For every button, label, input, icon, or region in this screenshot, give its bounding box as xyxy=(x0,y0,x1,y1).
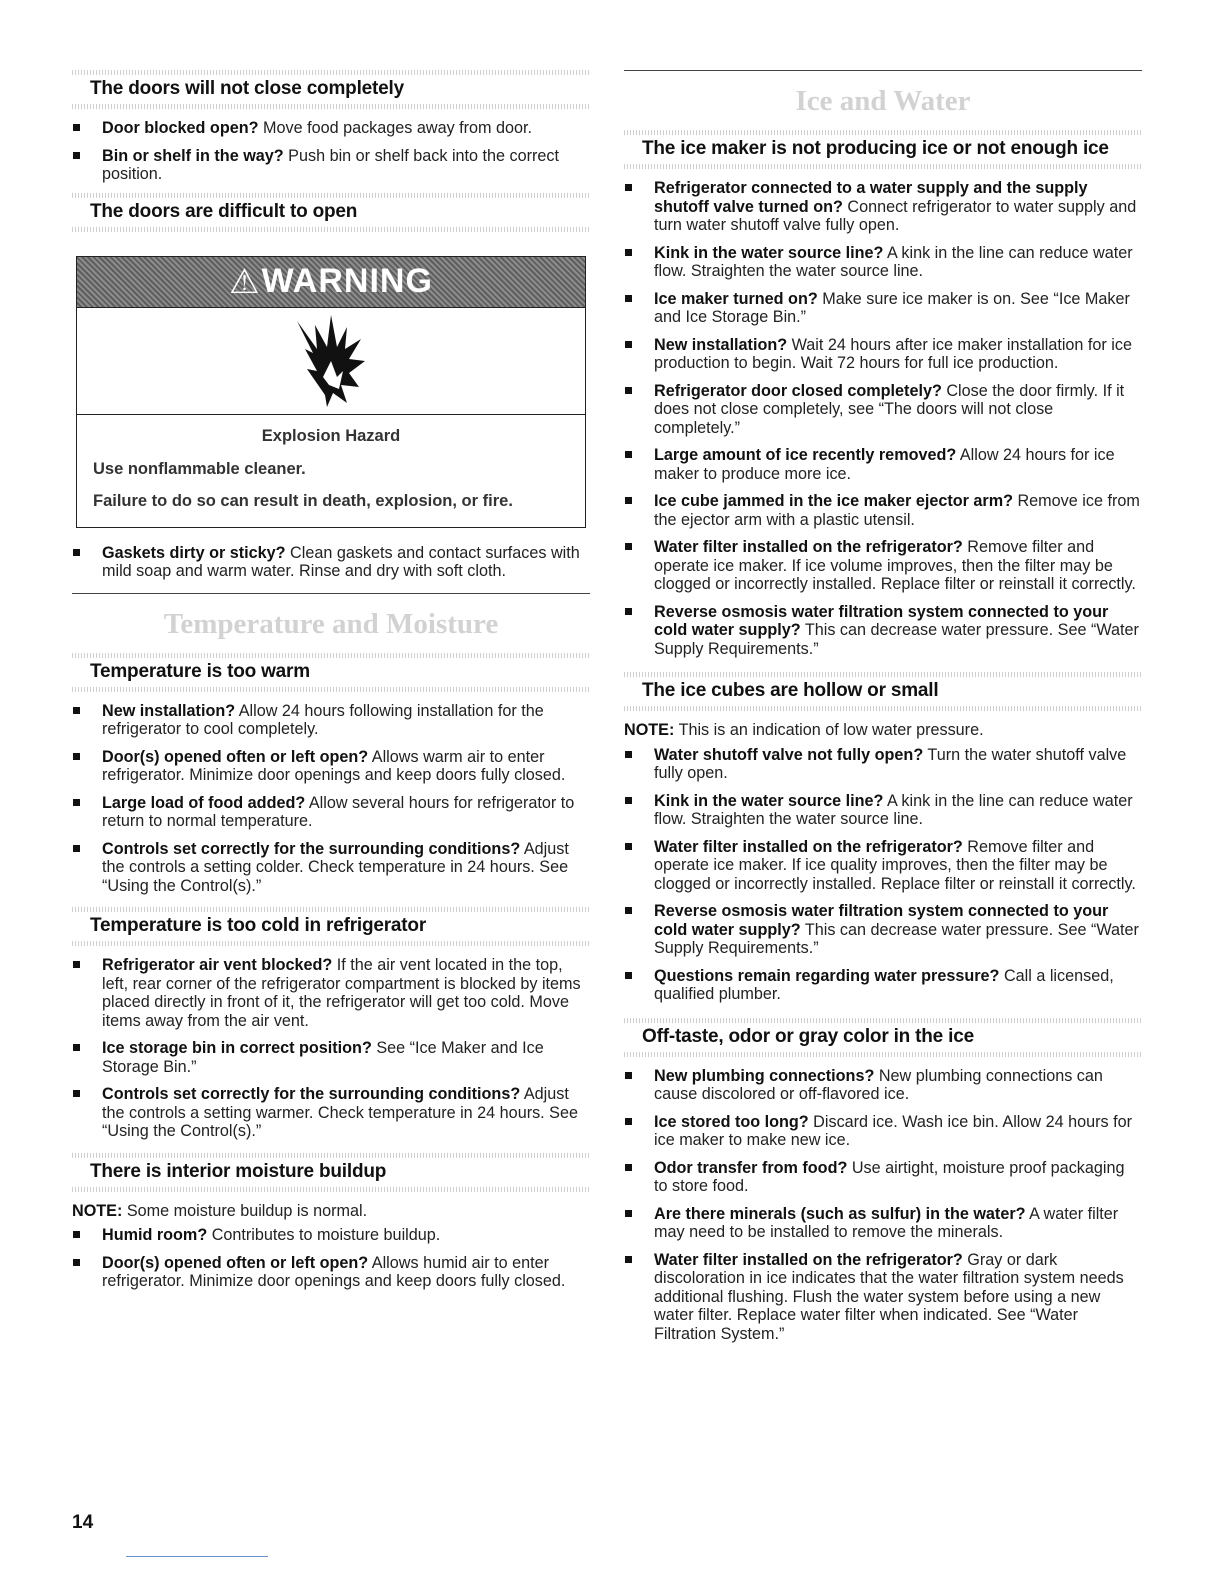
question-text: Controls set correctly for the surrounding conditions? xyxy=(102,1085,521,1103)
answer-text: A water filter may need to be installed to remove the minerals. xyxy=(654,1204,1119,1241)
section-title-temperature: Temperature and Moisture xyxy=(72,593,590,653)
question-text: Kink in the water source line? xyxy=(654,791,884,810)
list-item xyxy=(72,544,590,581)
answer-text: Move food packages away from door. xyxy=(258,119,533,137)
list-item xyxy=(624,902,1142,958)
list-item xyxy=(624,967,1142,1004)
question-text: Controls set correctly for the surrounding conditions? xyxy=(102,839,521,858)
section-title-ice-water: Ice and Water xyxy=(624,70,1142,130)
answer-text: If the air vent located in the top, left, rear corner of the refrigerator compartment is blocked by items placed directly in front of it, the refrigerator will get too cold. Move items away from the air vent. xyxy=(102,956,581,1030)
answer-text: This can decrease water pressure. See “Water Supply Requirements.” xyxy=(654,621,1139,658)
answer-text: Allow several hours for refrigerator to return to normal temperature. xyxy=(102,793,575,830)
list-item xyxy=(624,179,1142,235)
question-text: Refrigerator air vent blocked? xyxy=(102,956,333,974)
question-text: New installation? xyxy=(102,701,236,720)
answer-text: Adjust the controls a setting colder. Check temperature in 24 hours. See “Using the Control(s).” xyxy=(102,839,569,895)
answer-text: Connect refrigerator to water supply and turn water shutoff valve fully open. xyxy=(654,197,1137,234)
footer-rule xyxy=(126,1556,268,1557)
list-item xyxy=(72,702,590,739)
question-text: Ice maker turned on? xyxy=(654,289,818,308)
list-item xyxy=(624,1067,1142,1104)
warning-line-2: Failure to do so can result in death, explosion, or fire. xyxy=(93,491,513,510)
note-moisture xyxy=(72,1202,590,1221)
subhead-too-warm: Temperature is too warm xyxy=(72,653,590,692)
bullet-list xyxy=(624,1067,1142,1344)
bullet-list xyxy=(624,746,1142,1004)
warning-body xyxy=(77,415,585,527)
list-item xyxy=(624,792,1142,829)
list-item xyxy=(624,244,1142,281)
list-item xyxy=(624,746,1142,783)
subhead-hollow: The ice cubes are hollow or small xyxy=(624,672,1142,711)
list-item xyxy=(624,1159,1142,1196)
answer-text: A kink in the line can reduce water flow. Straighten the water source line. xyxy=(654,243,1133,280)
question-text: Large load of food added? xyxy=(102,793,306,812)
list-item xyxy=(624,1251,1142,1344)
warning-triangle-icon: ⚠ xyxy=(229,261,260,302)
question-text: Odor transfer from food? xyxy=(654,1158,848,1177)
answer-text: Allows warm air to enter refrigerator. Minimize door openings and keep doors fully closed. xyxy=(102,747,566,784)
question-text: Door(s) opened often or left open? xyxy=(102,747,369,766)
warning-signal-word: WARNING xyxy=(261,262,433,300)
subhead-doors-difficult: The doors are difficult to open xyxy=(72,193,590,232)
question-text: Ice storage bin in correct position? xyxy=(102,1039,372,1057)
list-item xyxy=(624,336,1142,373)
list-item xyxy=(72,956,590,1030)
question-text: Reverse osmosis water filtration system connected to your cold water supply? xyxy=(654,902,1109,939)
list-item xyxy=(624,290,1142,327)
bullet-list xyxy=(72,702,590,896)
warning-header xyxy=(77,257,585,308)
answer-text: This can decrease water pressure. See “Water Supply Requirements.” xyxy=(654,920,1139,957)
answer-text: Remove filter and operate ice maker. If ice quality improves, then the filter may be clogged or incorrectly installed. Replace filter or reinstall it correctly. xyxy=(654,837,1136,893)
question-text: Large amount of ice recently removed? xyxy=(654,446,957,464)
subhead-moisture: There is interior moisture buildup xyxy=(72,1153,590,1192)
subhead-doors-not-close: The doors will not close completely xyxy=(72,70,590,109)
answer-text: Push bin or shelf back into the correct position. xyxy=(102,146,560,183)
question-text: Are there minerals (such as sulfur) in the water? xyxy=(654,1204,1026,1223)
warning-line-1: Use nonflammable cleaner. xyxy=(93,459,306,478)
answer-text: See “Ice Maker and Ice Storage Bin.” xyxy=(102,1039,544,1076)
answer-text: Adjust the controls a setting warmer. Check temperature in 24 hours. See “Using the Control(s).” xyxy=(102,1085,578,1140)
bullet-list xyxy=(72,119,590,184)
list-item xyxy=(72,147,590,184)
answer-text: Remove filter and operate ice maker. If ice volume improves, then the filter may be clogged or incorrectly installed. Replace filter or reinstall it correctly. xyxy=(654,538,1136,593)
list-item xyxy=(72,1226,590,1245)
question-text: Reverse osmosis water filtration system connected to your cold water supply? xyxy=(654,602,1109,639)
question-text: Humid room? xyxy=(102,1226,208,1244)
left-column xyxy=(72,70,590,1300)
list-item xyxy=(72,840,590,896)
question-text: Bin or shelf in the way? xyxy=(102,146,284,165)
list-item xyxy=(624,1113,1142,1150)
warning-hazard-title: Explosion Hazard xyxy=(261,426,401,445)
answer-text: Allow 24 hours for ice maker to produce more ice. xyxy=(654,446,1115,483)
answer-text: Allow 24 hours following installation for the refrigerator to cool completely. xyxy=(102,701,544,738)
answer-text: Call a licensed, qualified plumber. xyxy=(654,966,1114,1003)
answer-text: Turn the water shutoff valve fully open. xyxy=(654,745,1127,782)
answer-text: Clean gaskets and contact surfaces with mild soap and warm water. Rinse and dry with soft cloth. xyxy=(102,543,580,580)
list-item xyxy=(72,748,590,785)
bullet-list xyxy=(624,179,1142,658)
list-item xyxy=(72,1039,590,1076)
subhead-not-producing: The ice maker is not producing ice or not enough ice xyxy=(624,130,1142,169)
answer-text: Discard ice. Wash ice bin. Allow 24 hours for ice maker to make new ice. xyxy=(654,1112,1132,1149)
list-item xyxy=(624,838,1142,894)
note-text: This is an indication of low water pressure. xyxy=(674,721,984,739)
list-item xyxy=(72,119,590,138)
list-item xyxy=(72,1254,590,1291)
answer-text: Make sure ice maker is on. See “Ice Maker and Ice Storage Bin.” xyxy=(654,289,1130,326)
warning-box xyxy=(76,256,586,528)
right-column xyxy=(624,70,1142,1352)
bullet-list xyxy=(72,1226,590,1291)
list-item xyxy=(624,446,1142,483)
bullet-list xyxy=(72,544,590,581)
explosion-icon-area xyxy=(77,308,585,415)
list-item xyxy=(624,492,1142,529)
list-item xyxy=(624,382,1142,438)
subhead-off-taste: Off-taste, odor or gray color in the ice xyxy=(624,1018,1142,1057)
question-text: Kink in the water source line? xyxy=(654,243,884,262)
note-text: Some moisture buildup is normal. xyxy=(122,1201,368,1220)
answer-text: Gray or dark discoloration in ice indicates that the water filtration system needs additional flushing. Flush the water system before using a new water filter. Replace water filter when indicated. See “Water Filtration System.” xyxy=(654,1250,1124,1343)
question-text: Water shutoff valve not fully open? xyxy=(654,745,924,764)
question-text: Questions remain regarding water pressure? xyxy=(654,966,1000,985)
question-text: Water filter installed on the refrigerator? xyxy=(654,538,963,556)
question-text: New plumbing connections? xyxy=(654,1066,875,1085)
list-item xyxy=(624,1205,1142,1242)
answer-text: Contributes to moisture buildup. xyxy=(207,1226,441,1244)
question-text: Refrigerator door closed completely? xyxy=(654,381,942,400)
list-item xyxy=(624,603,1142,659)
answer-text: Remove ice from the ejector arm with a plastic utensil. xyxy=(654,492,1140,529)
question-text: New installation? xyxy=(654,335,788,354)
answer-text: A kink in the line can reduce water flow. Straighten the water source line. xyxy=(654,791,1133,828)
question-text: Door(s) opened often or left open? xyxy=(102,1253,369,1272)
question-text: Gaskets dirty or sticky? xyxy=(102,543,286,562)
explosion-icon xyxy=(291,313,371,409)
note-label: NOTE: xyxy=(624,721,675,739)
list-item xyxy=(72,794,590,831)
question-text: Ice cube jammed in the ice maker ejector arm? xyxy=(654,492,1013,510)
question-text: Water filter installed on the refrigerator? xyxy=(654,1250,963,1269)
answer-text: Use airtight, moisture proof packaging to store food. xyxy=(654,1158,1125,1195)
subhead-too-cold: Temperature is too cold in refrigerator xyxy=(72,907,590,946)
answer-text: New plumbing connections can cause discolored or off-flavored ice. xyxy=(654,1066,1103,1103)
question-text: Refrigerator connected to a water supply and the supply shutoff valve turned on? xyxy=(654,179,1088,216)
list-item xyxy=(72,1085,590,1141)
answer-text: Close the door firmly. If it does not close completely, see “The doors will not close completely.” xyxy=(654,381,1125,437)
note-label: NOTE: xyxy=(72,1201,123,1220)
question-text: Ice stored too long? xyxy=(654,1112,809,1131)
bullet-list xyxy=(72,956,590,1141)
answer-text: Wait 24 hours after ice maker installation for ice production to begin. Wait 72 hours for full ice production. xyxy=(654,335,1133,372)
page-number: 14 xyxy=(72,1512,94,1533)
answer-text: Allows humid air to enter refrigerator. Minimize door openings and keep doors fully closed. xyxy=(102,1253,566,1290)
list-item xyxy=(624,538,1142,594)
question-text: Water filter installed on the refrigerator? xyxy=(654,837,963,856)
question-text: Door blocked open? xyxy=(102,119,259,137)
note-hollow xyxy=(624,721,1142,740)
